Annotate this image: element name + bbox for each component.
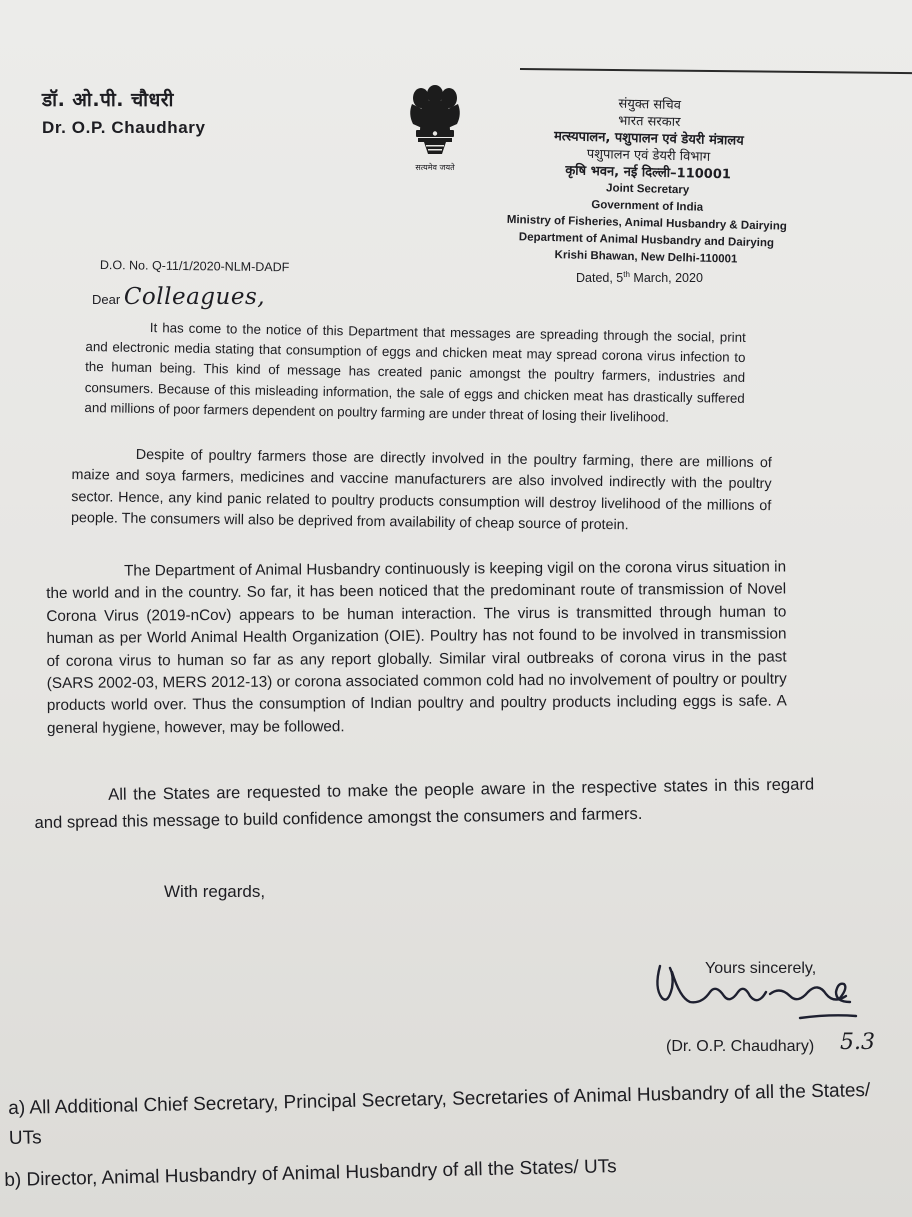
address-english: Krishi Bhawan, New Delhi-110001 xyxy=(554,249,738,266)
paragraph-4: All the States are requested to make the people aware in the respective states in this regard and spread this message to build confidence amongst the consumers and farmers. xyxy=(34,774,815,832)
government-hindi: भारत सरकार xyxy=(618,113,681,131)
department-english: Department of Animal Husbandry and Dairying xyxy=(518,231,775,250)
lion-capital-emblem-icon xyxy=(402,80,468,162)
reference-number: D.O. No. Q-11/1/2020-NLM-DADF xyxy=(99,258,290,275)
closing-regards: With regards, xyxy=(164,882,266,901)
paper-fold-line xyxy=(520,68,912,74)
emblem-motto: सत्यमेव जयते xyxy=(415,163,455,172)
sender-name-hindi: डॉ. ओ.पी. चौधरी xyxy=(42,89,174,111)
address-hindi: कृषि भवन, नई दिल्ली–110001 xyxy=(565,163,732,183)
government-english: Government of India xyxy=(591,199,704,214)
handwritten-date: 5.3 xyxy=(840,1030,875,1055)
recipient-a: a) All Additional Chief Secretary, Principal Secretary, Secretaries of Animal Husbandry of all the States/ UTs xyxy=(8,1079,871,1149)
paragraph-1: It has come to the notice of this Department that messages are spreading through the social, print and electronic media stating that consumption of eggs and chicken meat may spread corona virus infection to the human being. This kind of message has created panic amongst the poultry farmers, industries and consumers. Because of this misleading information, the sale of eggs and chicken meat has drastically suffered and millions of poor farmers dependent on poultry farming are under threat of losing their livelihood. xyxy=(84,320,746,425)
designation-english: Joint Secretary xyxy=(605,182,690,197)
salutation-printed: Dear xyxy=(92,292,121,307)
paragraph-2: Despite of poultry farmers those are directly involved in the poultry farming, there are millions of maize and soya farmers, medicines and vaccine manufacturers are also involved indirectly with the poultry sector. Hence, any kind panic related to poultry products consumption will destroy livelihood of the millions of people. The consumers will also be deprived from availability of cheap source of protein. xyxy=(70,446,772,534)
sender-name-block xyxy=(42,86,206,138)
ministry-hindi: मत्स्यपालन, पशुपालन एवं डेयरी मंत्रालय xyxy=(553,129,744,149)
paragraph-3: The Department of Animal Husbandry continuously is keeping vigil on the corona virus situation in the world and in the country. So far, it has been noticed that the predominant route of transmission of Novel Corona Virus (2019-nCov) appears to be human interaction. The virus is transmitted through human to human as per World Animal Health Organization (OIE). Poultry has not found to be involved in transmission of corona virus to human so far as any report globally. Similar viral outbreaks of corona virus in the past (SARS 2002-03, MERS 2012-13) or corona associated common cold had no involvement of poultry or poultry products world over. Thus the consumption of Indian poultry and poultry products including eggs is safe. A general hygiene, however, may be followed. xyxy=(46,558,787,737)
sender-name-english: Dr. O.P. Chaudhary xyxy=(42,118,206,137)
letter-date: Dated, 5th March, 2020 xyxy=(576,270,703,286)
signatory-name: (Dr. O.P. Chaudhary) xyxy=(666,1038,815,1055)
handwritten-signature xyxy=(650,958,860,1038)
national-emblem xyxy=(402,80,468,180)
closing-yours: Yours sincerely, xyxy=(705,960,817,977)
office-address-block xyxy=(466,92,830,271)
department-hindi: पशुपालन एवं डेयरी विभाग xyxy=(586,146,711,165)
salutation-handwritten: Colleagues, xyxy=(123,284,266,310)
recipient-b: b) Director, Animal Husbandry of Animal Husbandry of all the States/ UTs xyxy=(4,1156,617,1191)
ministry-english: Ministry of Fisheries, Animal Husbandry & Dairying xyxy=(506,213,787,233)
designation-hindi: संयुक्त सचिव xyxy=(618,96,682,114)
salutation xyxy=(92,284,265,310)
